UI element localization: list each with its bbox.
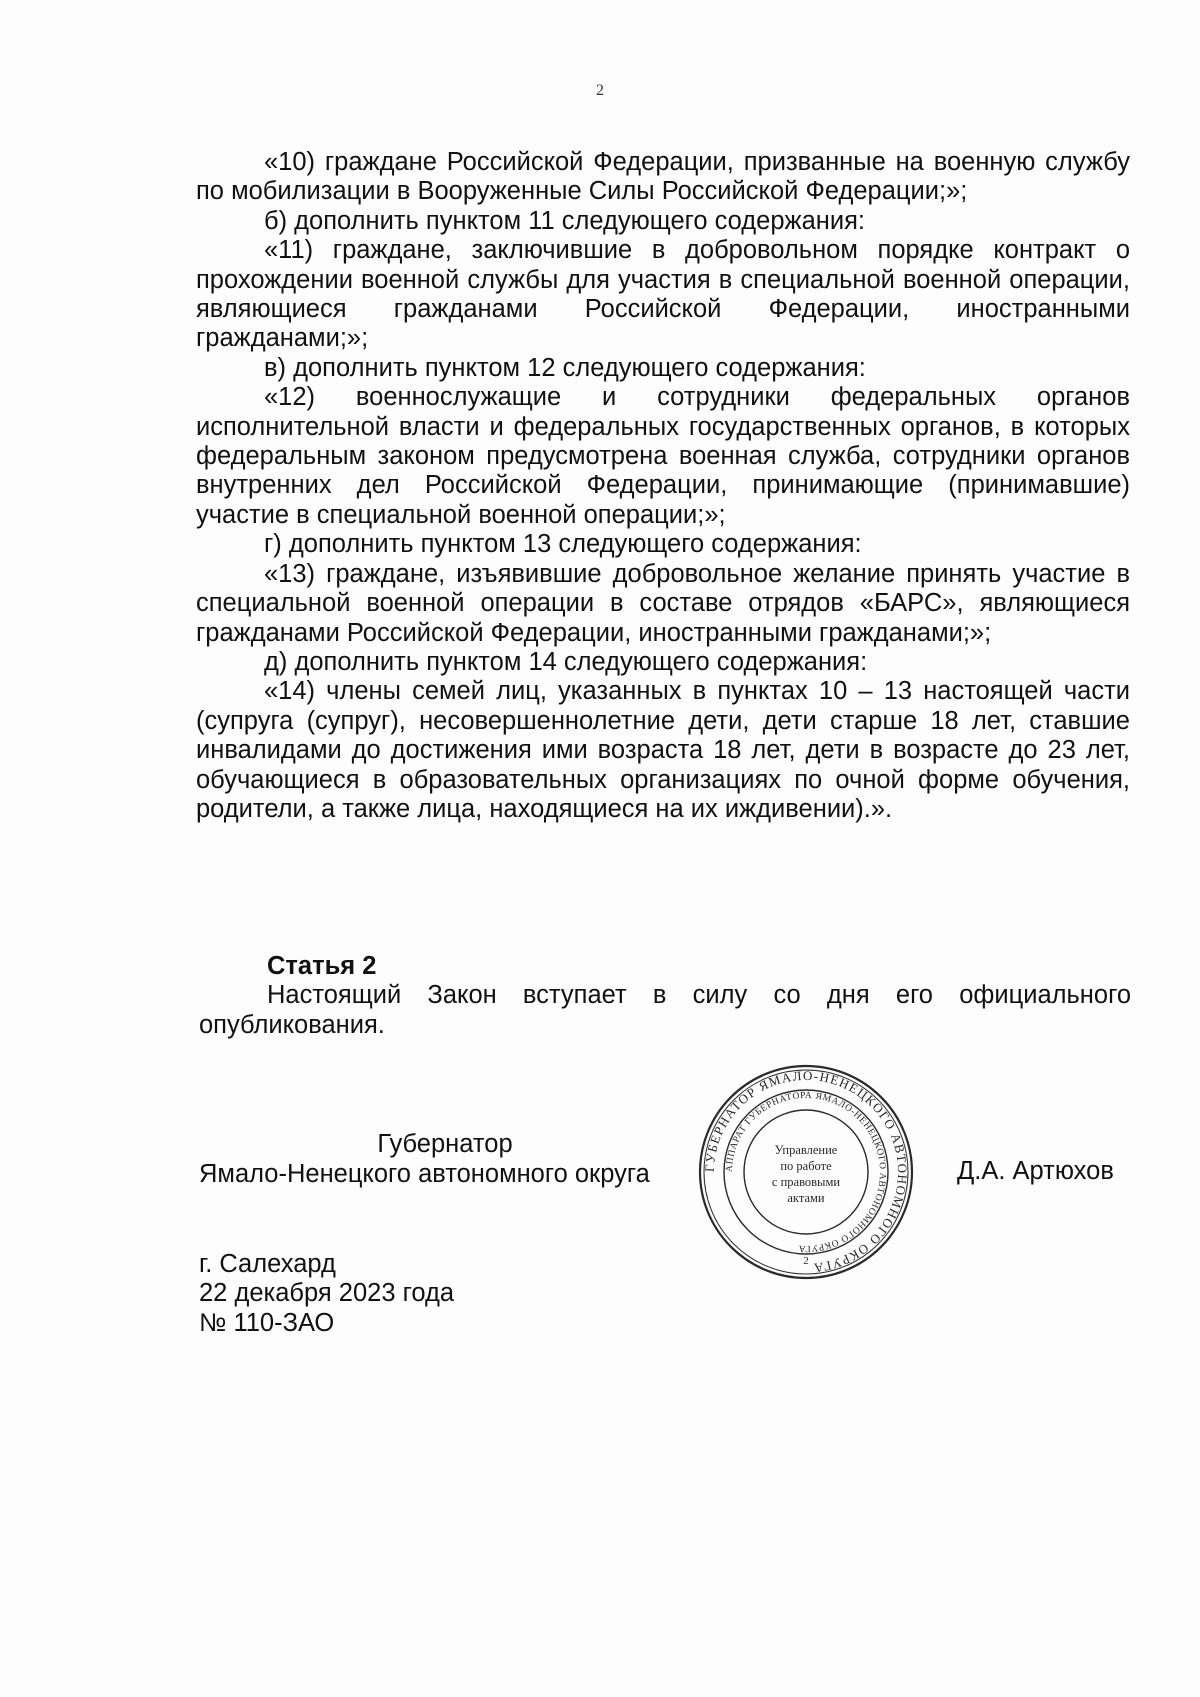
document-footer (199, 1250, 454, 1338)
paragraph-item-11: «11) граждане, заключившие в добровольном порядке контракт о прохождении военной службы для участия в специальной военной операции, являющиеся гражданами Российской Федерации, иностранными гражданами;»; (196, 236, 1130, 353)
seal-inner-ring-text: АППАРАТ ГУБЕРНАТОРА ЯМАЛО-НЕНЕЦКОГО АВТОНОМНОГО ОКРУГА (724, 1090, 888, 1254)
seal-center-line-4: актами (787, 1191, 825, 1205)
paragraph-instruction-b: б) дополнить пунктом 11 следующего содержания: (264, 206, 866, 235)
paragraph-instruction-d: д) дополнить пунктом 14 следующего содержания: (264, 647, 868, 676)
signatory-name: Д.А. Артюхов (957, 1157, 1114, 1185)
seal-center-line-1: Управление (774, 1143, 838, 1157)
article-heading: Статья 2 (267, 952, 377, 980)
seal-number: 2 (803, 1255, 809, 1267)
signatory-region: Ямало-Ненецкого автономного округа (199, 1160, 650, 1188)
law-amendment-text (196, 148, 1130, 824)
paragraph-instruction-g: г) дополнить пунктом 13 следующего содержания: (264, 530, 862, 559)
paragraph-item-12: «12) военнослужащие и сотрудники федеральных органов исполнительной власти и федеральных государственных органов, в которых федеральным законом предусмотрена военная служба, сотрудники органов внутренних дел Российской Федерации, принимающие (принимавшие) участие в специальной военной операции;»; (196, 383, 1130, 529)
seal-center-line-3: с правовыми (771, 1175, 841, 1189)
signing-date: 22 декабря 2023 года (199, 1279, 455, 1308)
page-number: 2 (596, 82, 604, 99)
place-of-signing: г. Салехард (199, 1250, 336, 1278)
seal-outer-ring-text: ГУБЕРНАТОР ЯМАЛО-НЕНЕЦКОГО АВТОНОМНОГО ОКРУГА (701, 1067, 911, 1276)
paragraph-item-10: «10) граждане Российской Федерации, призванные на военную службу по мобилизации в Вооруженные Силы Российской Федерации;»; (196, 148, 1130, 206)
signatory-title: Губернатор (377, 1130, 513, 1158)
article-2 (199, 952, 1131, 1040)
document-number: № 110-ЗАО (199, 1308, 335, 1337)
article-text: Настоящий Закон вступает в силу со дня его официального опубликования. (199, 981, 1131, 1039)
paragraph-item-13: «13) граждане, изъявившие добровольное желание принять участие в специальной военной операции в составе отрядов «БАРС», являющиеся гражданами Российской Федерации, иностранными гражданами;»; (196, 559, 1130, 647)
paragraph-item-14: «14) члены семей лиц, указанных в пунктах 10 – 13 настоящей части (супруга (супруг), несовершеннолетние дети, дети старше 18 лет, ставшие инвалидами до достижения ими возраста 18 лет, дети в возрасте до 23 лет, обучающиеся в образовательных организациях по очной форме обучения, родители, а также лица, находящиеся на их иждивении).». (196, 677, 1130, 823)
official-seal (696, 1062, 916, 1282)
seal-center-line-2: по работе (780, 1159, 832, 1173)
paragraph-instruction-v: в) дополнить пунктом 12 следующего содержания: (264, 353, 866, 382)
